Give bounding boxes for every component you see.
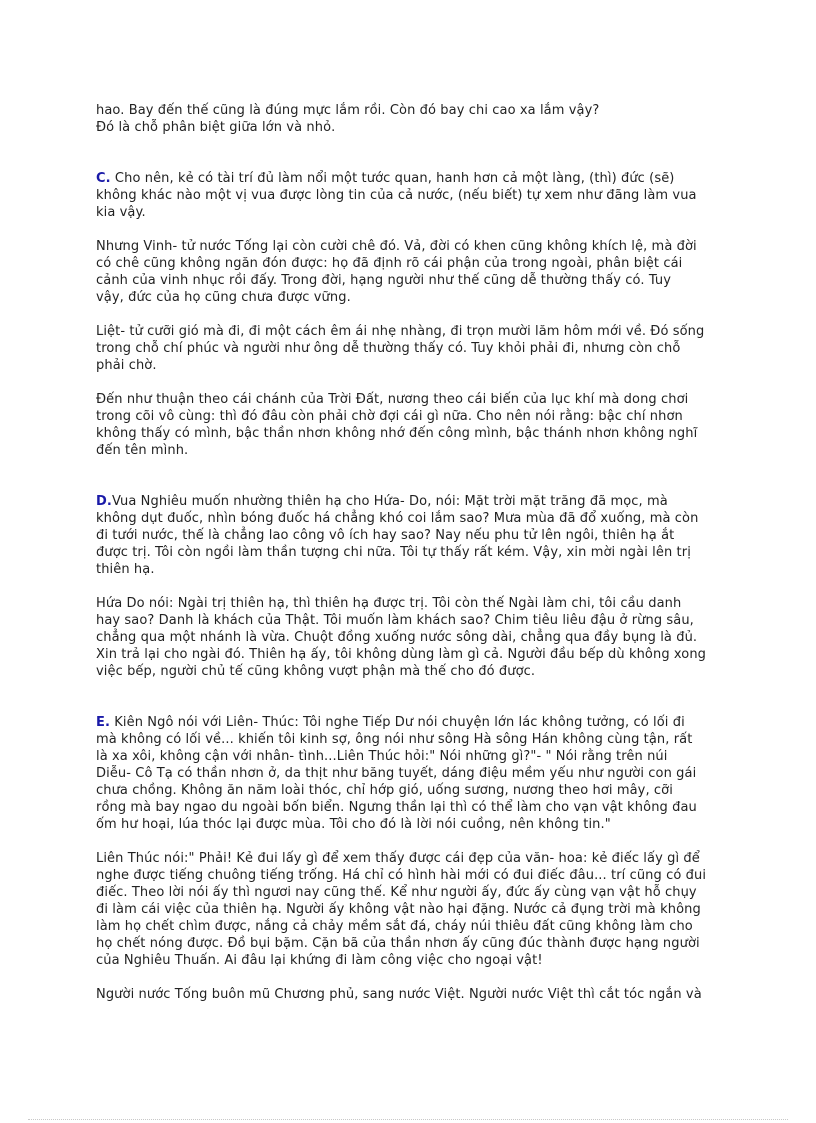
section-e-paragraph-3: Người nước Tống buôn mũ Chương phủ, sang nước Việt. Người nước Việt thì cắt tóc ngắn và <box>96 987 702 1002</box>
section-e-paragraph-1: E. Kiên Ngô nói với Liên- Thúc: Tôi nghe Tiếp Dư nói chuyện lớn lác không tưởng, có lối đi mà không có lối về... khiến tôi kinh sợ, ông nói như sông Hà sông Hán không cùng tận, rất là xa xôi, không cận với nhân- tình...Liên Thúc hỏi:" Nói những gì?"- " Nói rằng trên núi Diễu- Cô Tạ có thần nhơn ở, da thịt như băng tuyết, dáng điệu mềm yếu như người con gái chưa chồng. Không ăn năm loài thóc, chỉ hớp gió, uống sương, nương theo hơi mây, cỡi rồng mà bay ngao du ngoài bốn biển. Ngưng thần lại thì có thể làm cho vạn vật không đau ốm hư hoại, lúa thóc lại được mùa. Tôi cho đó là lời nói cuồng, nên không tin." <box>96 715 697 832</box>
document-page <box>96 102 726 1003</box>
section-c-paragraph-2: Nhưng Vinh- tử nước Tống lại còn cười chê đó. Vả, đời có khen cũng không khích lệ, mà đời có chê cũng không ngăn đón được: họ đã định rõ cái phận của trong ngoài, phân biệt cái cảnh của vinh nhục rồi đấy. Trong đời, hạng người như thế cũng dễ thường thấy có. Tuy vậy, đức của họ cũng chưa được vững. <box>96 239 697 305</box>
section-c-paragraph-4: Đến như thuận theo cái chánh của Trời Đất, nương theo cái biến của lục khí mà dong chơi trong cõi vô cùng: thì đó đâu còn phải chờ đợi cái gì nữa. Cho nên nói rằng: bậc chí nhơn không thấy có mình, bậc thần nhơn không nhớ đến công mình, bậc thánh nhơn không nghĩ đến tên mình. <box>96 392 698 458</box>
section-c-label: C. <box>96 171 111 186</box>
section-c-paragraph-3: Liệt- tử cưỡi gió mà đi, đi một cách êm ái nhẹ nhàng, đi trọn mười lăm hôm mới về. Đó sống trong chỗ chí phúc và người như ông dễ thường thấy có. Tuy khỏi phải đi, nhưng còn chỗ phải chờ. <box>96 324 705 373</box>
page-bottom-divider <box>28 1119 788 1120</box>
section-d-paragraph-1: D.Vua Nghiêu muốn nhường thiên hạ cho Hứa- Do, nói: Mặt trời mặt trăng đã mọc, mà không dụt đuốc, nhìn bóng đuốc há chẳng khó coi lắm sao? Mưa mùa đã đổ xuống, mà còn đi tưới nước, thế là chẳng lao công vô ích hay sao? Nay nếu phu tử lên ngôi, thiên hạ ắt được trị. Tôi còn ngồi làm thần tượng chi nữa. Tôi tự thấy rất kém. Vậy, xin mời ngài lên trị thiên hạ. <box>96 494 699 577</box>
paragraph-intro: hao. Bay đến thế cũng là đúng mực lắm rồi. Còn đó bay chi cao xa lắm vậy? Đó là chỗ phân biệt giữa lớn và nhỏ. <box>96 103 600 135</box>
section-d-label: D. <box>96 494 112 509</box>
section-c-paragraph-1: C. Cho nên, kẻ có tài trí đủ làm nổi một tước quan, hanh hơn cả một làng, (thì) đức (sẽ) không khác nào một vị vua được lòng tin của cả nước, (nếu biết) tự xem như đãng làm vua kia vậy. <box>96 171 697 220</box>
section-e-label: E. <box>96 715 111 730</box>
section-d-paragraph-2: Hứa Do nói: Ngài trị thiên hạ, thì thiên hạ được trị. Tôi còn thế Ngài làm chi, tôi cầu danh hay sao? Danh là khách của Thật. Tôi muốn làm khách sao? Chim tiêu liêu đậu ở rừng sâu, chẳng qua một nhánh là vừa. Chuột đồng xuống nước sông dài, chẳng qua đầy bụng là đủ. Xin trả lại cho ngài đó. Thiên hạ ấy, tôi không dùng làm gì cả. Người đầu bếp dù không xong việc bếp, người chủ tế cũng không vượt phận mà thế cho đó được. <box>96 596 707 679</box>
section-e-paragraph-2: Liên Thúc nói:" Phải! Kẻ đui lấy gì để xem thấy được cái đẹp của văn- hoa: kẻ điếc lấy gì để nghe được tiếng chuông tiếng trống. Há chỉ có hình hài mới có đui điếc đâu... trí cũng có đui điếc. Theo lời nói ấy thì ngươi nay cũng thế. Kể như người ấy, đức ấy cùng vạn vật hỗ chụy đi làm cái việc của thiên hạ. Người ấy không vật nào hại đặng. Nước cả đụng trời mà không làm họ chết chìm được, nắng cả chảy mềm sắt đá, cháy núi thiêu đất cũng không làm cho họ chết nóng được. Đồ bụi bặm. Cặn bã của thần nhơn ấy cũng đúc thành được hạng người của Nghiêu Thuấn. Ai đâu lại khứng đi làm công việc cho ngoại vật! <box>96 851 707 968</box>
